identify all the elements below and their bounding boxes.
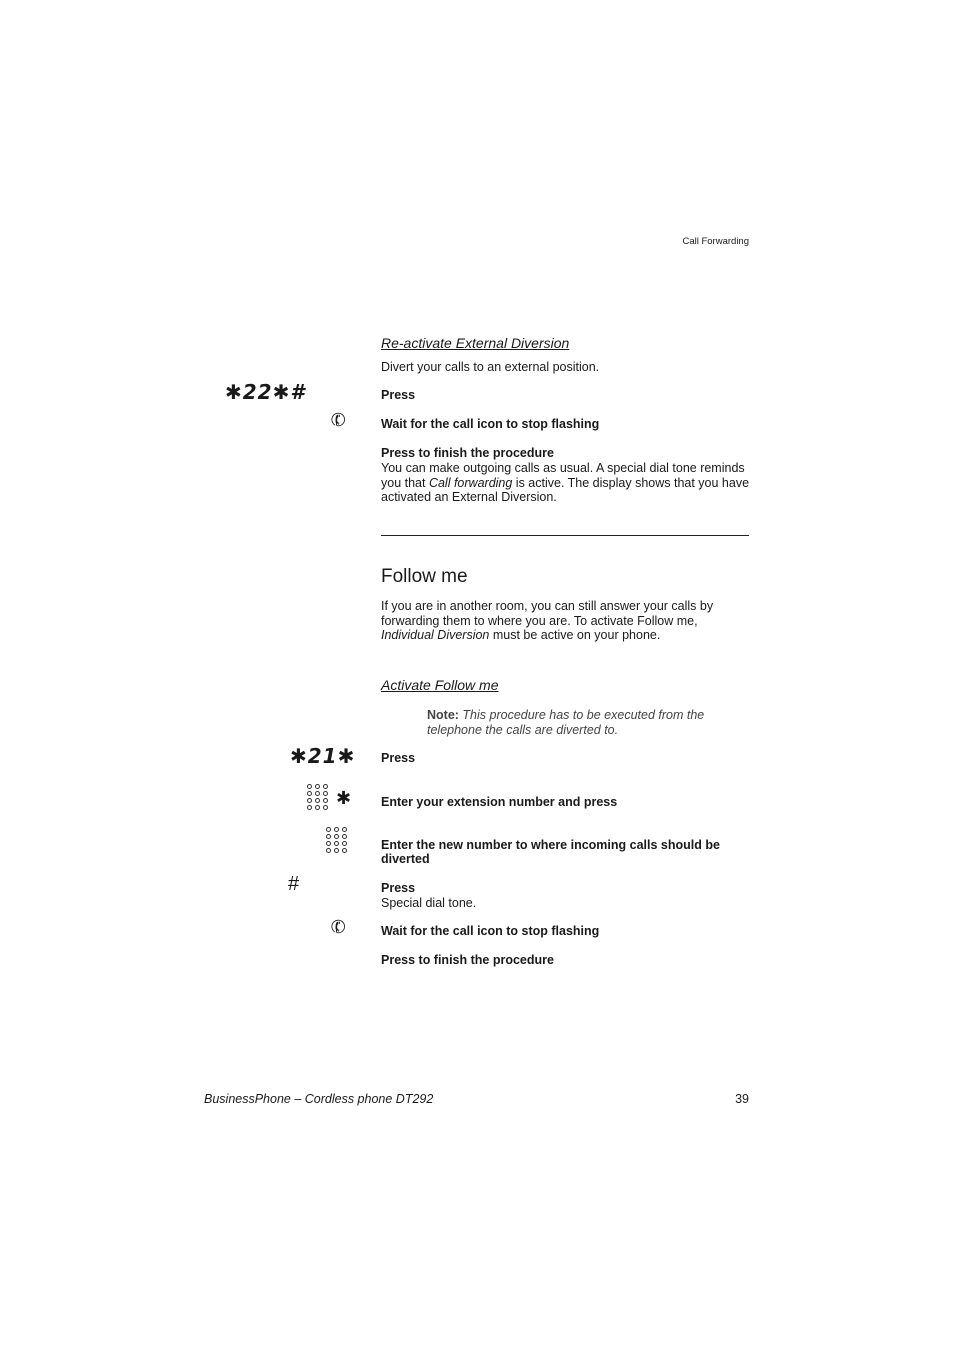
intro-emphasis: Individual Diversion <box>381 628 490 642</box>
special-tone-text: Special dial tone. <box>381 896 477 910</box>
code-star-22-star-hash: ✱22✱# <box>225 380 306 404</box>
step-finish: Press to finish the procedure <box>381 953 554 967</box>
subsection-title: Activate Follow me <box>381 677 499 693</box>
description <box>381 461 751 505</box>
step-press: Press <box>381 881 416 895</box>
intro-part: If you are in another room, you can still answer your calls by forwarding them to where you are. To activate Follow me, <box>381 599 714 628</box>
step-enter-number: Enter the new number to where incoming calls should be diverted <box>381 838 720 866</box>
step-press: Press <box>381 388 416 402</box>
handset-icon: ✆ <box>327 408 349 433</box>
step-wait: Wait for the call icon to stop flashing <box>381 924 600 938</box>
page-number: 39 <box>735 1092 749 1106</box>
section-heading: Follow me <box>381 566 468 587</box>
step-finish: Press to finish the procedure <box>381 446 554 460</box>
star-key-icon: ✱ <box>336 788 352 808</box>
running-header: Call Forwarding <box>682 236 749 247</box>
note-label: Note: <box>427 708 459 722</box>
note-text: This procedure has to be executed from the telephone the calls are diverted to. <box>427 708 705 737</box>
keypad-icon <box>326 827 348 853</box>
footer-title: BusinessPhone – Cordless phone DT292 <box>204 1092 434 1106</box>
desc-emphasis: Call forwarding <box>428 475 513 490</box>
desc-text: is active. The display shows that you have activated an External Diversion. <box>381 475 750 504</box>
step-wait: Wait for the call icon to stop flashing <box>381 417 600 431</box>
intro-part: must be active on your phone. <box>489 628 661 642</box>
divider <box>381 535 749 536</box>
step-enter-extension: Enter your extension number and press <box>381 795 618 809</box>
keypad-icon <box>307 784 329 810</box>
intro-text: Divert your calls to an external position. <box>381 360 600 374</box>
hash-key-icon: # <box>288 873 300 895</box>
handset-icon: ✆ <box>327 915 349 940</box>
desc-text: You can make outgoing calls as usual. A special dial tone reminds you that <box>381 461 745 490</box>
intro-text <box>381 599 721 643</box>
note <box>427 708 727 737</box>
section-title: Re-activate External Diversion <box>381 335 570 351</box>
code-star-21-star: ✱21✱ <box>290 744 356 768</box>
step-press: Press <box>381 751 416 765</box>
